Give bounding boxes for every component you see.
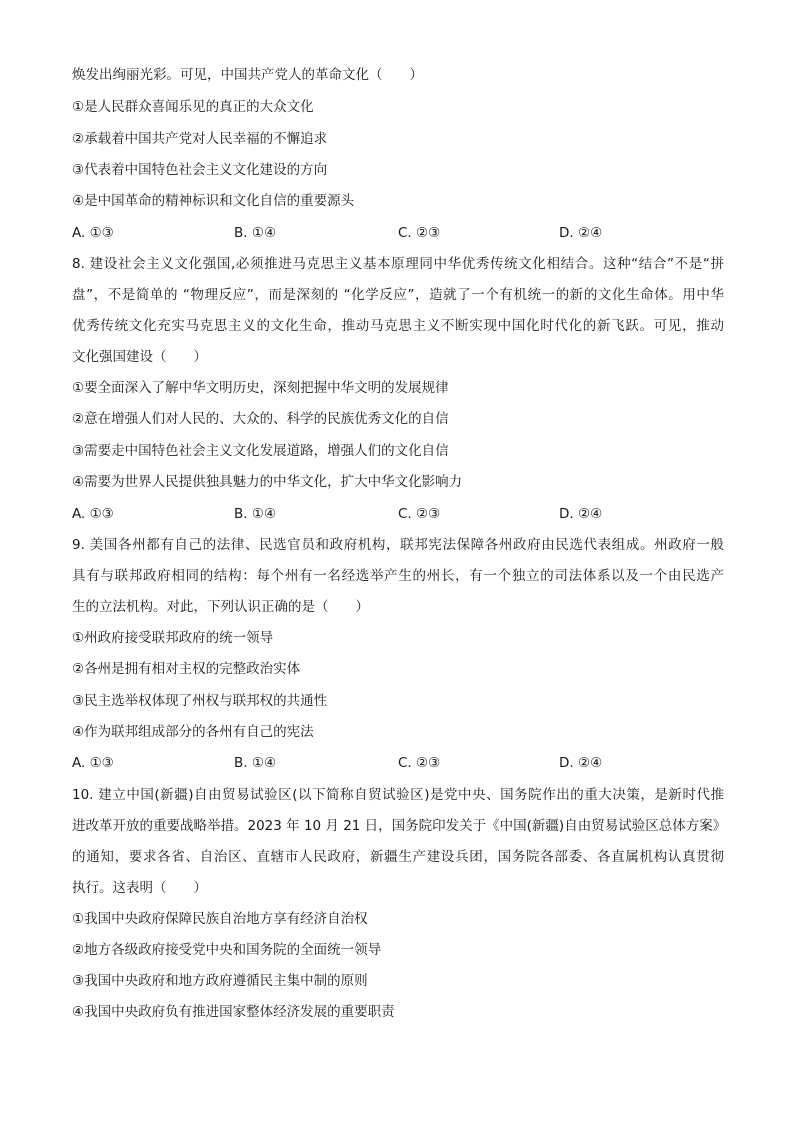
q7-option-c[interactable]: C. ②③ — [398, 225, 441, 241]
q7-statement-4: ④是中国革命的精神标识和文化自信的重要源头 — [72, 193, 355, 209]
q9-option-d[interactable]: D. ②④ — [559, 755, 603, 771]
q9-stem-line-1: 9. 美国各州都有自己的法律、民选官员和政府机构，联邦宪法保障各州政府由民选代表组成。州政府一般 — [72, 537, 724, 553]
q8-statement-1: ①要全面深入了解中华文明历史，深刻把握中华文明的发展规律 — [72, 380, 449, 396]
q8-statement-4: ④需要为世界人民提供独具魅力的中华文化，扩大中华文化影响力 — [72, 474, 463, 490]
q8-stem-line-3: 优秀传统文化充实马克思主义的文化生命，推动马克思主义不断实现中国化时代化的新飞跃。可见，推动 — [72, 318, 724, 334]
q10-statement-4: ④我国中央政府负有推进国家整体经济发展的重要职责 — [72, 1004, 395, 1020]
q9-statement-3: ③民主选举权体现了州权与联邦权的共通性 — [72, 693, 328, 709]
q10-statement-3: ③我国中央政府和地方政府遵循民主集中制的原则 — [72, 973, 368, 989]
q8-option-a[interactable]: A. ①③ — [72, 506, 114, 522]
q10-stem-line-2: 进改革开放的重要战略举措。2023 年 10 月 21 日，国务院印发关于《中国(新疆)自由贸易试验区总体方案》 — [72, 818, 727, 834]
q10-stem-line-1: 10. 建立中国(新疆)自由贸易试验区(以下简称自贸试验区)是党中央、国务院作出的重大决策，是新时代推 — [72, 787, 724, 803]
q8-statement-2: ②意在增强人们对人民的、大众的、科学的民族优秀文化的自信 — [72, 411, 449, 427]
q7-statement-2: ②承载着中国共产党对人民幸福的不懈追求 — [72, 131, 328, 147]
q7-option-b[interactable]: B. ①④ — [234, 225, 277, 241]
q8-option-c[interactable]: C. ②③ — [398, 506, 441, 522]
q9-statement-4: ④作为联邦组成部分的各州有自己的宪法 — [72, 724, 314, 740]
q7-option-a[interactable]: A. ①③ — [72, 225, 114, 241]
q8-stem-line-2: 盘”，不是简单的 “物理反应”，而是深刻的 “化学反应”，造就了一个有机统一的新的文化生命体。用中华 — [72, 287, 724, 303]
q7-options — [72, 222, 732, 244]
q8-option-d[interactable]: D. ②④ — [559, 506, 603, 522]
q10-statement-2: ②地方各级政府接受党中央和国务院的全面统一领导 — [72, 942, 382, 958]
q9-statement-2: ②各州是拥有相对主权的完整政治实体 — [72, 661, 301, 677]
q9-stem-line-3: 生的立法机构。对此，下列认识正确的是（ ） — [72, 599, 369, 615]
q9-stem-line-2: 具有与联邦政府相同的结构：每个州有一名经选举产生的州长，有一个独立的司法体系以及一个由民选产 — [72, 568, 724, 584]
q7-statement-3: ③代表着中国特色社会主义文化建设的方向 — [72, 162, 328, 178]
q9-options — [72, 752, 732, 774]
q9-option-b[interactable]: B. ①④ — [234, 755, 277, 771]
q8-statement-3: ③需要走中国特色社会主义文化发展道路，增强人们的文化自信 — [72, 443, 449, 459]
q7-option-d[interactable]: D. ②④ — [559, 225, 603, 241]
q8-options — [72, 503, 732, 525]
q7-stem-tail: 焕发出绚丽光彩。可见，中国共产党人的革命文化（ ） — [72, 67, 423, 83]
q8-stem-line-4: 文化强国建设（ ） — [72, 349, 207, 365]
q7-statement-1: ①是人民群众喜闻乐见的真正的大众文化 — [72, 99, 314, 115]
q8-option-b[interactable]: B. ①④ — [234, 506, 277, 522]
q10-stem-line-3: 的通知，要求各省、自治区、直辖市人民政府，新疆生产建设兵团，国务院各部委、各直属机构认真贯彻 — [72, 849, 724, 865]
q10-stem-line-4: 执行。这表明（ ） — [72, 880, 207, 896]
q9-statement-1: ①州政府接受联邦政府的统一领导 — [72, 630, 274, 646]
q9-option-a[interactable]: A. ①③ — [72, 755, 114, 771]
q9-option-c[interactable]: C. ②③ — [398, 755, 441, 771]
q8-stem-line-1: 8. 建设社会主义文化强国,必须推进马克思主义基本原理同中华优秀传统文化相结合。这种“结合”不是“拼 — [72, 256, 724, 272]
q10-statement-1: ①我国中央政府保障民族自治地方享有经济自治权 — [72, 911, 368, 927]
